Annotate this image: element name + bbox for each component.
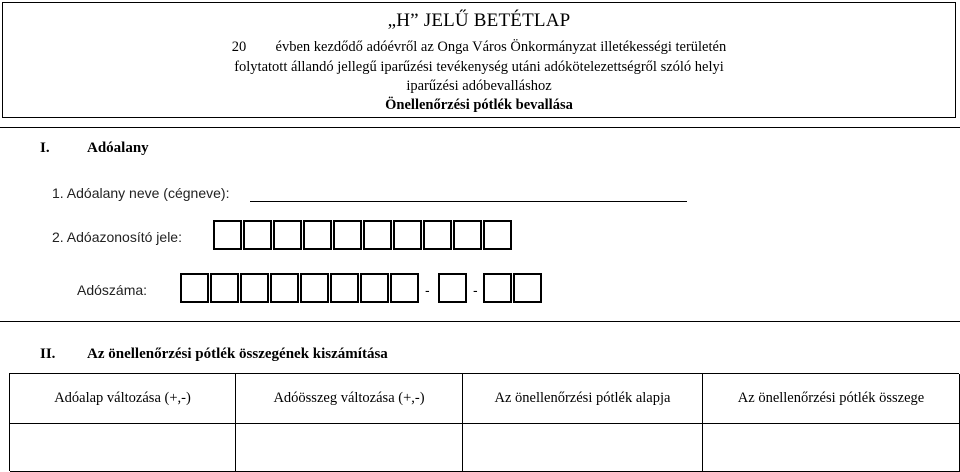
table-header: Az önellenőrzési pótlék alapja [463, 374, 703, 424]
tax-number-box[interactable] [210, 273, 239, 303]
header-line-2: folytatott állandó jellegű iparűzési tevékenység utáni adókötelezettségről szóló helyi [234, 59, 724, 75]
header-line-1 [3, 39, 955, 56]
tax-id-box[interactable] [423, 220, 452, 250]
section-2-title: Az önellenőrzési pótlék összegének kiszámítása [87, 346, 388, 362]
tax-number-box[interactable] [300, 273, 329, 303]
tax-id-box[interactable] [363, 220, 392, 250]
section-2-number: II. [40, 346, 56, 362]
tax-number-boxes-part1[interactable] [180, 273, 420, 303]
tax-number-box[interactable] [360, 273, 389, 303]
tax-number-box[interactable] [438, 273, 467, 303]
tax-number-separator: - [473, 282, 478, 298]
section-1-title: Adóalany [87, 140, 149, 156]
tax-id-box[interactable] [243, 220, 272, 250]
section-divider [0, 321, 960, 322]
tax-number-box[interactable] [390, 273, 419, 303]
tax-id-box[interactable] [483, 220, 512, 250]
tax-id-box[interactable] [393, 220, 422, 250]
table-value-cell[interactable] [463, 424, 703, 472]
tax-id-box[interactable] [213, 220, 242, 250]
header-line-4: Önellenőrzési pótlék bevallása [385, 97, 573, 113]
form-header-box [2, 2, 956, 118]
tax-number-box[interactable] [240, 273, 269, 303]
tax-number-box[interactable] [483, 273, 512, 303]
year-prefix: 20 [231, 39, 247, 55]
table-header: Adóösszeg változása (+,-) [236, 374, 463, 424]
tax-number-separator: - [425, 282, 430, 298]
table-header: Az önellenőrzési pótlék összege [703, 374, 960, 424]
tax-id-label: 2. Adóazonosító jele: [52, 229, 182, 245]
taxpayer-name-field[interactable] [250, 201, 687, 202]
form-title: „H” JELŰ BETÉTLAP [387, 10, 571, 31]
tax-id-box[interactable] [303, 220, 332, 250]
tax-id-box[interactable] [333, 220, 362, 250]
header-line-3: iparűzési adóbevalláshoz [406, 78, 552, 94]
tax-number-boxes-part2[interactable] [438, 273, 468, 303]
tax-number-box[interactable] [330, 273, 359, 303]
tax-id-boxes[interactable] [213, 220, 513, 250]
tax-number-box[interactable] [513, 273, 542, 303]
tax-number-boxes-part3[interactable] [483, 273, 543, 303]
tax-id-box[interactable] [453, 220, 482, 250]
tax-number-box[interactable] [180, 273, 209, 303]
header-line-1-text: évben kezdődő adóévről az Onga Város Önkormányzat illetékességi területén [275, 39, 727, 55]
taxpayer-name-label: 1. Adóalany neve (cégneve): [52, 185, 230, 201]
table-value-cell[interactable] [236, 424, 463, 472]
table-value-cell[interactable] [10, 424, 236, 472]
table-header: Adóalap változása (+,-) [10, 374, 236, 424]
section-divider [0, 127, 960, 128]
tax-number-label: Adószáma: [77, 282, 148, 298]
table-value-cell[interactable] [703, 424, 960, 472]
tax-id-box[interactable] [273, 220, 302, 250]
section-1-number: I. [40, 140, 50, 156]
calculation-table [9, 373, 959, 471]
tax-number-box[interactable] [270, 273, 299, 303]
